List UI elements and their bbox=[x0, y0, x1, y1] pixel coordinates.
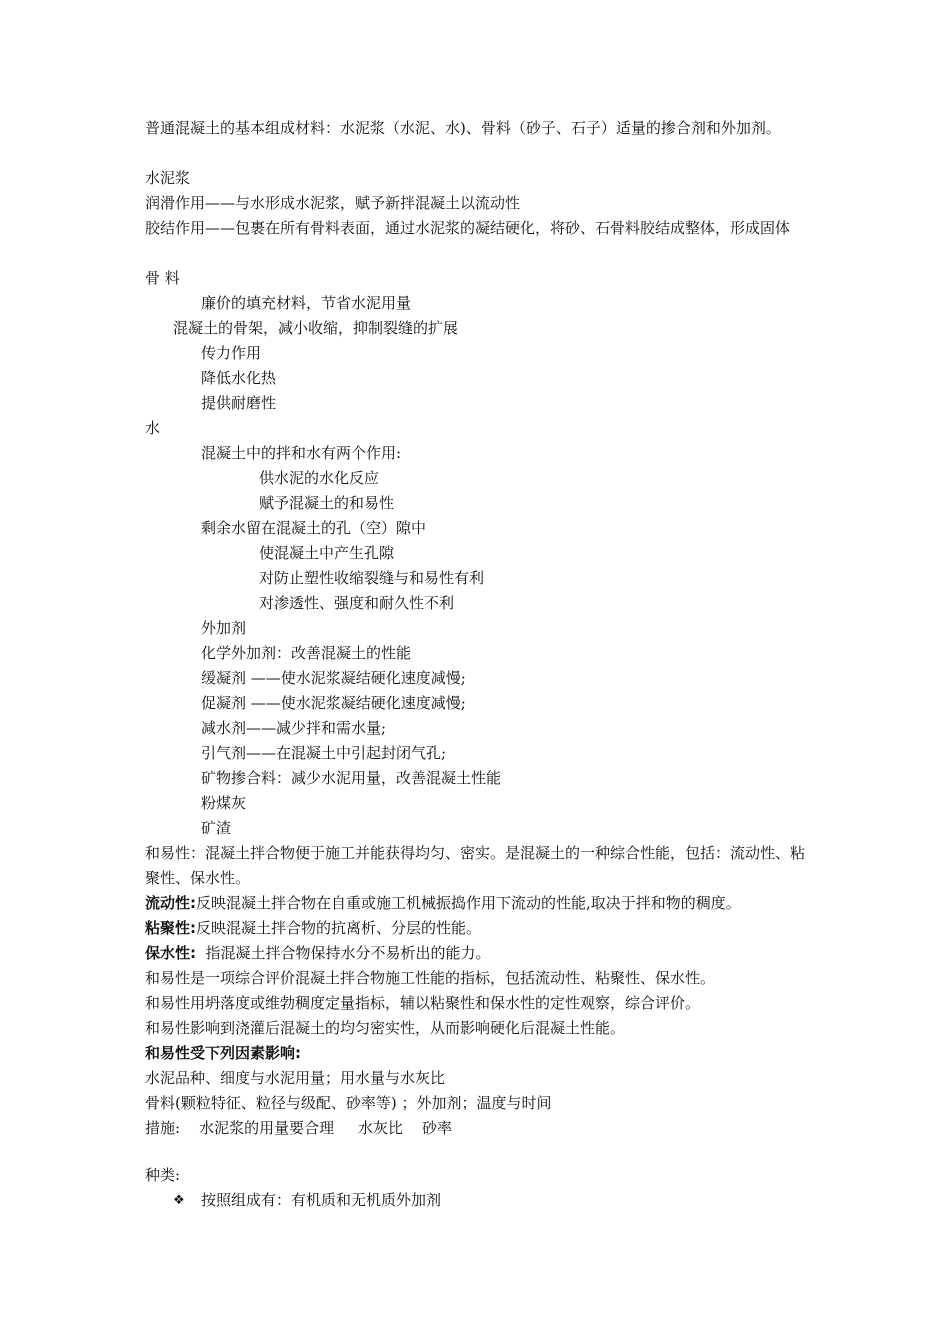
fluidity-text: 反映混凝土拌合物在自重或施工机械振捣作用下流动的性能,取决于拌和物的稠度。 bbox=[196, 894, 741, 912]
measures-line: 措施: 水泥浆的用量要合理 水灰比 砂率 bbox=[145, 1119, 453, 1137]
water-subitem: 赋予混凝土的和易性 bbox=[259, 494, 395, 512]
aggregate-item: 廉价的填充材料，节省水泥用量 bbox=[201, 294, 412, 312]
cohesion-label: 粘聚性: bbox=[145, 919, 196, 937]
heading-aggregate: 骨 料 bbox=[145, 269, 180, 287]
lubrication-line: 润滑作用——与水形成水泥浆，赋予新拌混凝土以流动性 bbox=[145, 194, 521, 212]
aggregate-item: 降低水化热 bbox=[201, 369, 277, 387]
admixture-item: 矿物掺合料：减少水泥用量，改善混凝土性能 bbox=[201, 769, 502, 787]
cohesion-text: 反映混凝土拌合物的抗离析、分层的性能。 bbox=[196, 919, 482, 937]
water-retention-label: 保水性: bbox=[145, 944, 196, 962]
admixture-item: 缓凝剂 ——使水泥浆凝结硬化速度减慢; bbox=[201, 669, 466, 687]
water-subitem: 对防止塑性收缩裂缝与和易性有利 bbox=[259, 569, 485, 587]
heading-cement-paste: 水泥浆 bbox=[145, 169, 191, 187]
water-subitem: 使混凝土中产生孔隙 bbox=[259, 544, 395, 562]
water-item: 混凝土中的拌和水有两个作用: bbox=[201, 444, 402, 462]
admixture-item: 引气剂——在混凝土中引起封闭气孔; bbox=[201, 744, 447, 762]
types-heading: 种类: bbox=[145, 1166, 181, 1184]
workability-line: 和易性是一项综合评价混凝土拌合物施工性能的指标，包括流动性、粘聚性、保水性。 bbox=[145, 969, 716, 987]
water-subitem: 供水泥的水化反应 bbox=[259, 469, 380, 487]
heading-admixture: 外加剂 bbox=[201, 619, 247, 637]
aggregate-item: 传力作用 bbox=[201, 344, 262, 362]
admixture-item: 减水剂——减少拌和需水量; bbox=[201, 719, 387, 737]
aggregate-item: 提供耐磨性 bbox=[201, 394, 277, 412]
factors-line: 骨料(颗粒特征、粒径与级配、砂率等) ；外加剂；温度与时间 bbox=[145, 1094, 552, 1112]
factors-heading: 和易性受下列因素影响: bbox=[145, 1044, 301, 1062]
fluidity-line bbox=[145, 891, 815, 916]
water-retention-text: 指混凝土拌合物保持水分不易析出的能力。 bbox=[205, 944, 491, 962]
admixture-item: 矿渣 bbox=[201, 819, 232, 837]
heading-water: 水 bbox=[145, 419, 161, 437]
admixture-item: 促凝剂 ——使水泥浆凝结硬化速度减慢; bbox=[201, 694, 466, 712]
fluidity-label: 流动性: bbox=[145, 894, 196, 912]
water-retention-line bbox=[145, 941, 815, 966]
admixture-item: 粉煤灰 bbox=[201, 794, 247, 812]
intro-paragraph: 普通混凝土的基本组成材料：水泥浆（水泥、水)、骨料（砂子、石子）适量的掺合剂和外加剂。 bbox=[145, 119, 781, 137]
diamond-bullet-icon: ❖ bbox=[173, 1193, 185, 1208]
factors-line: 水泥品种、细度与水泥用量；用水量与水灰比 bbox=[145, 1069, 446, 1087]
cohesion-line bbox=[145, 916, 815, 941]
workability-line: 和易性用坍落度或维勃稠度定量指标，辅以粘聚性和保水性的定性观察，综合评价。 bbox=[145, 994, 701, 1012]
aggregate-item: 混凝土的骨架，减小收缩，抑制裂缝的扩展 bbox=[173, 319, 459, 337]
admixture-item: 化学外加剂：改善混凝土的性能 bbox=[201, 644, 412, 662]
water-subitem: 对渗透性、强度和耐久性不利 bbox=[259, 594, 455, 612]
workability-paragraph: 和易性：混凝土拌合物便于施工并能获得均匀、密实。是混凝土的一种综合性能，包括：流动性、粘聚性、保水性。 bbox=[145, 844, 806, 887]
bonding-paragraph: 胶结作用——包裹在所有骨料表面，通过水泥浆的凝结硬化，将砂、石骨料胶结成整体，形成固体 bbox=[145, 219, 791, 237]
types-item: 按照组成有：有机质和无机质外加剂 bbox=[201, 1191, 442, 1209]
water-item: 剩余水留在混凝土的孔（空）隙中 bbox=[201, 519, 427, 537]
workability-line: 和易性影响到浇灌后混凝土的均匀密实性，从而影响硬化后混凝土性能。 bbox=[145, 1019, 626, 1037]
